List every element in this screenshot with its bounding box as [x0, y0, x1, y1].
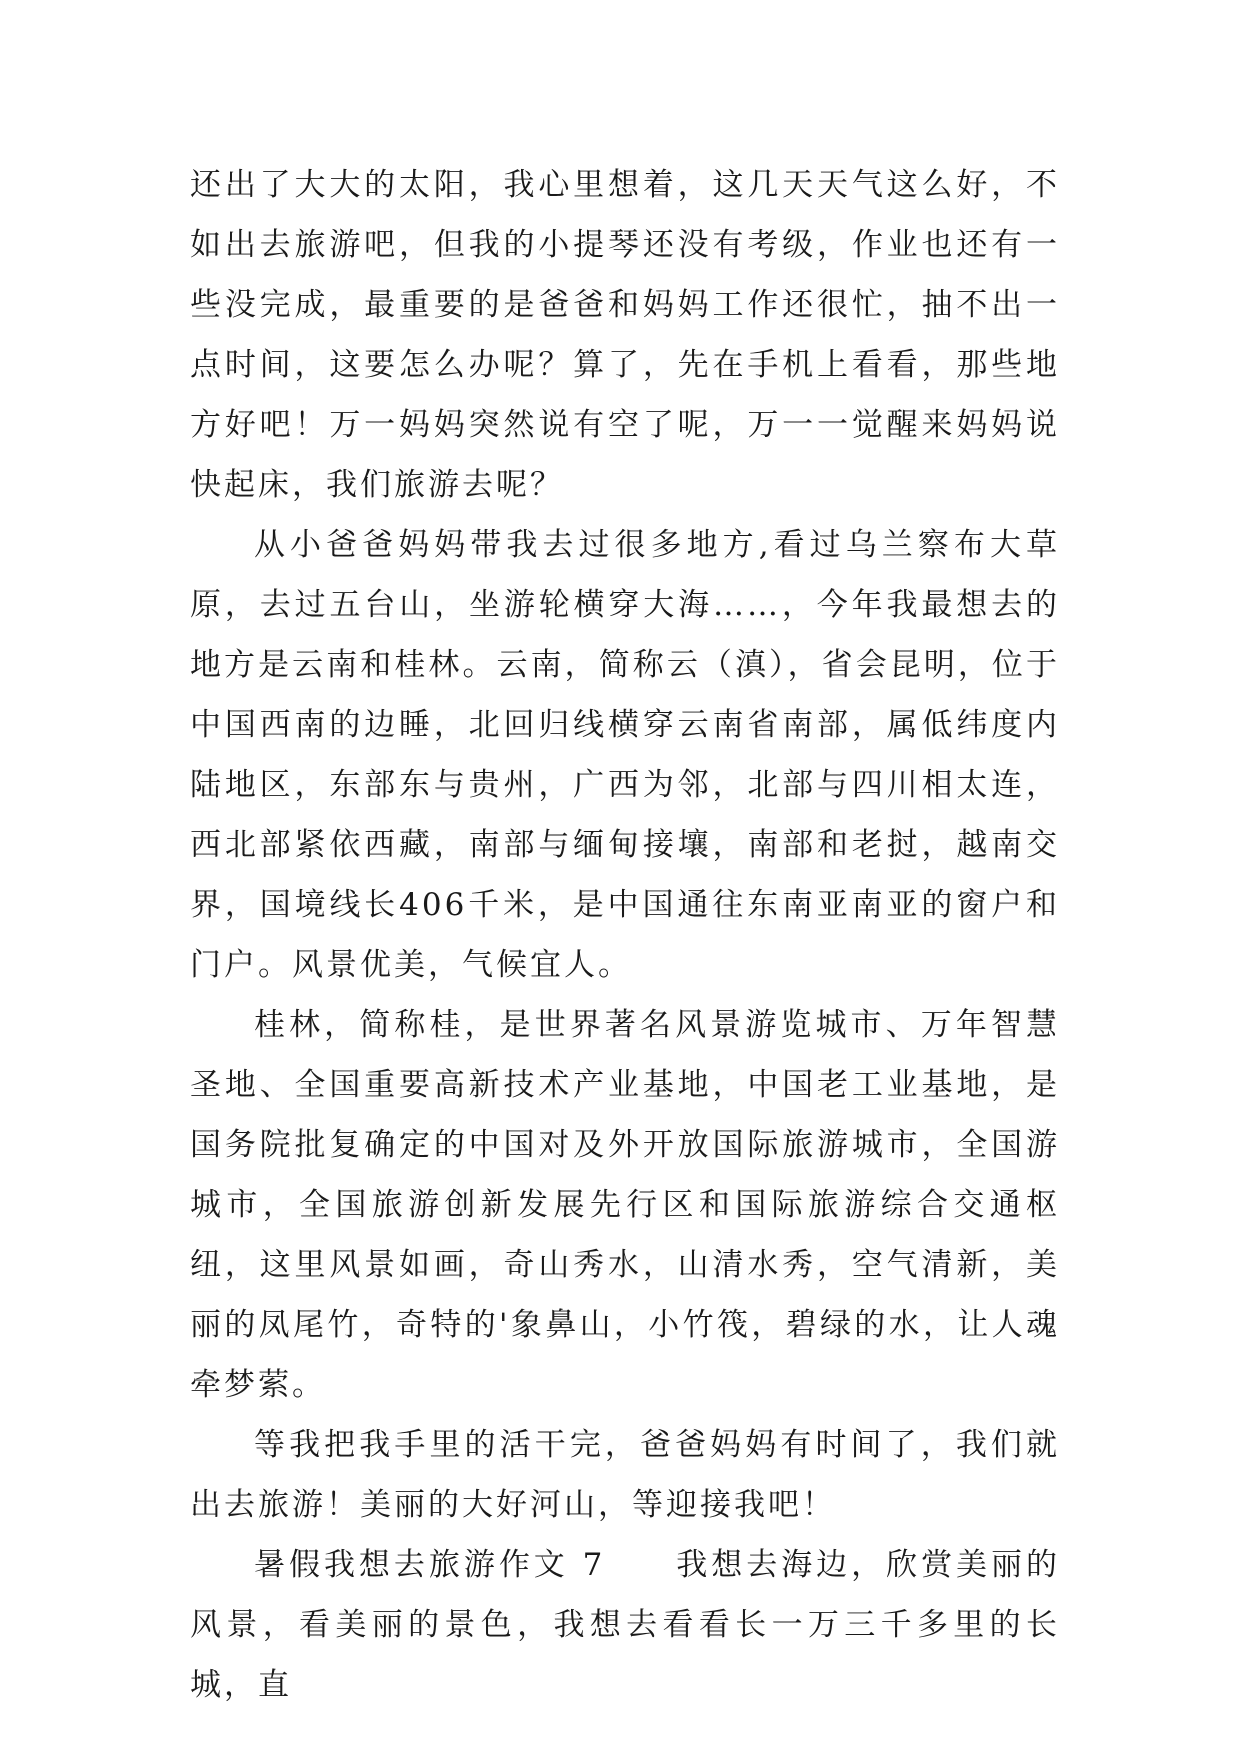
- paragraph-3: 桂林，简称桂，是世界著名风景游览城市、万年智慧圣地、全国重要高新技术产业基地，中国老工业基地，是国务院批复确定的中国对及外开放国际旅游城市，全国游城市，全国旅游创新发展先行区和国际旅游综合交通枢纽，这里风景如画，奇山秀水，山清水秀，空气清新，美丽的凤尾竹，奇特的'象鼻山，小竹筏，碧绿的水，让人魂牵梦萦。: [190, 1007, 1060, 1403]
- paragraph-1: 还出了大大的太阳，我心里想着，这几天天气这么好，不如出去旅游吧，但我的小提琴还没有考级，作业也还有一些没完成，最重要的是爸爸和妈妈工作还很忙，抽不出一点时间，这要怎么办呢？算了，先在手机上看看，那些地方好吧！万一妈妈突然说有空了呢，万一一觉醒来妈妈说快起床，我们旅游去呢？: [190, 167, 1060, 503]
- paragraph-4: 等我把我手里的活干完，爸爸妈妈有时间了，我们就出去旅游！美丽的大好河山，等迎接我吧！: [190, 1427, 1060, 1523]
- document-body: [190, 155, 1060, 1715]
- paragraph-2: 从小爸爸妈妈带我去过很多地方,看过乌兰察布大草原，去过五台山，坐游轮横穿大海……，今年我最想去的地方是云南和桂林。云南，简称云（滇），省会昆明，位于中国西南的边睡，北回归线横穿云南省南部，属低纬度内陆地区，东部东与贵州，广西为邻，北部与四川相太连，西北部紧依西藏，南部与缅甸接壤，南部和老挝，越南交界，国境线长406千米，是中国通往东南亚南亚的窗户和门户。风景优美，气候宜人。: [190, 527, 1060, 983]
- paragraph-5: 暑假我想去旅游作文 7 我想去海边，欣赏美丽的风景，看美丽的景色，我想去看看长一万三千多里的长城，直: [190, 1547, 1060, 1703]
